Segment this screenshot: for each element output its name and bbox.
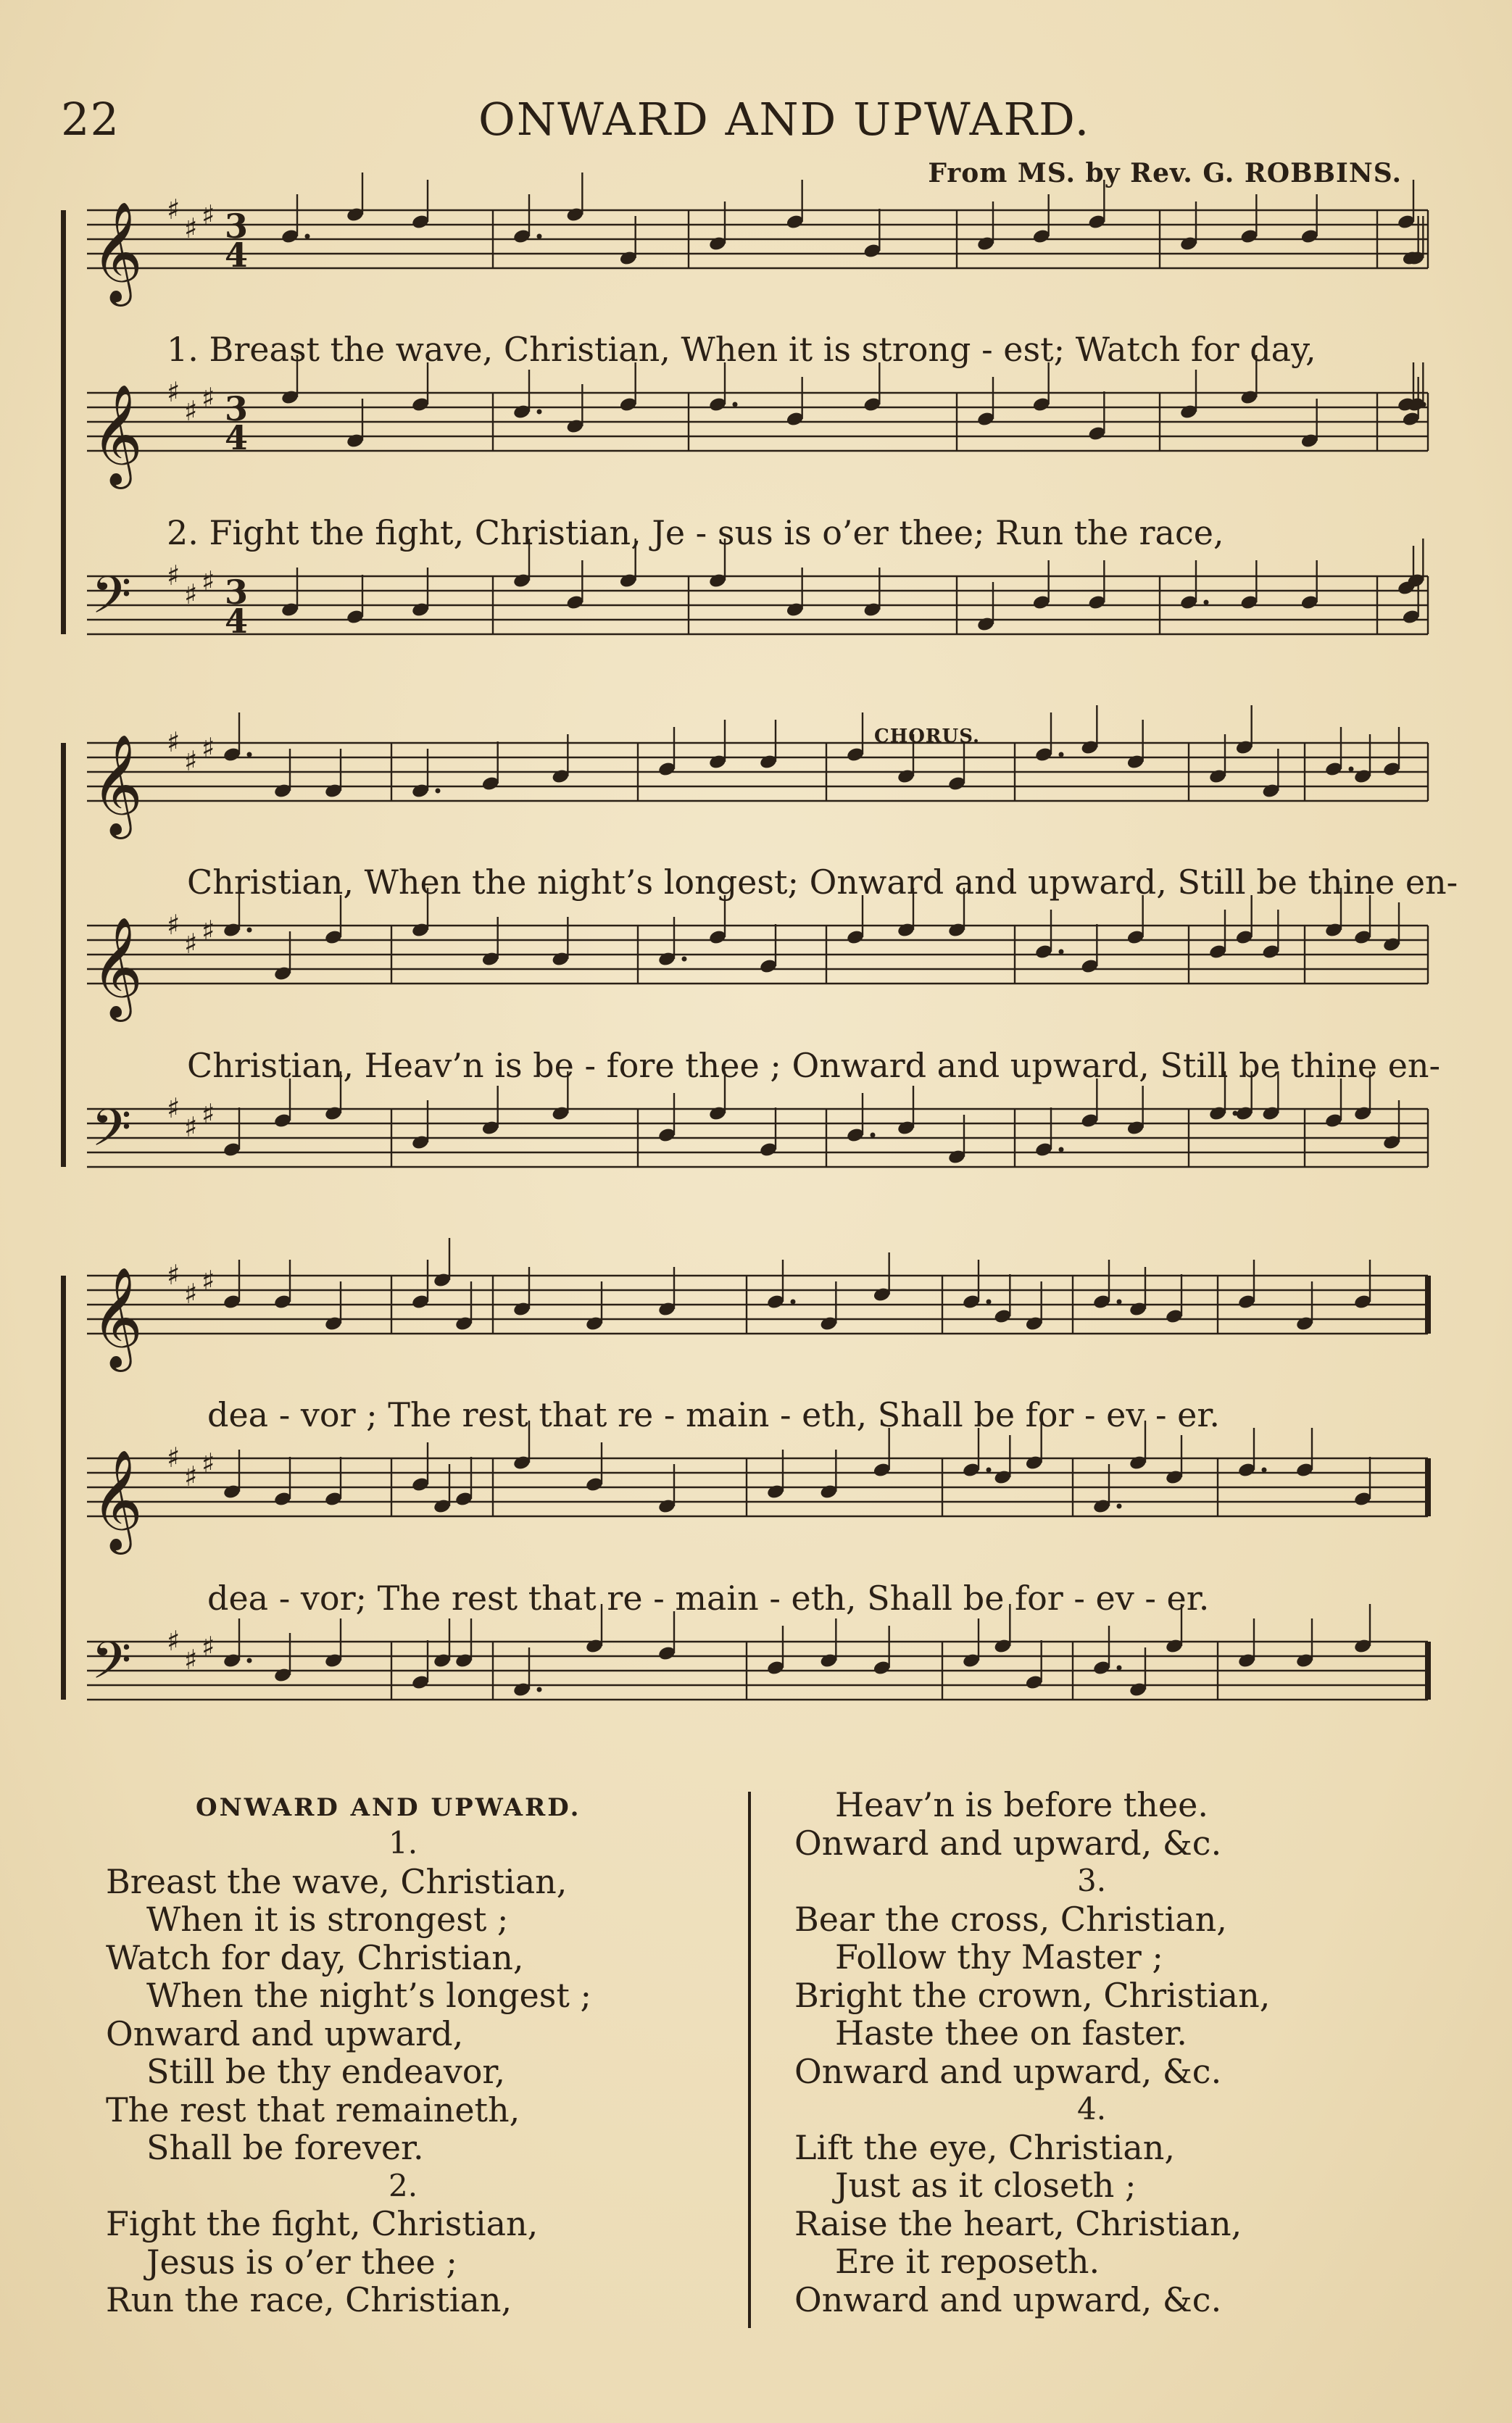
verse-line: When the night’s longest ; xyxy=(146,1976,591,2015)
verse-line: The rest that remaineth, xyxy=(106,2090,520,2129)
system-bracket xyxy=(61,1276,66,1700)
verse-number: 3. xyxy=(1077,1863,1107,1898)
lyrics-verse-1: Christian, When the night’s longest; Onward and upward, Still be thine en- xyxy=(187,863,1458,902)
verse-line: Run the race, Christian, xyxy=(106,2280,512,2319)
staff-group xyxy=(65,1261,1442,1740)
verse-line: Onward and upward, &c. xyxy=(794,2279,1222,2319)
treble-clef-icon: 𝄞 xyxy=(91,917,143,1018)
sharp-icon: ♯ xyxy=(202,199,215,231)
column-divider xyxy=(748,1792,751,2328)
verse-line: Ere it reposeth. xyxy=(835,2242,1100,2281)
verse-number: 2. xyxy=(389,2167,418,2203)
time-signature-top: 3 xyxy=(225,573,249,612)
sharp-icon: ♯ xyxy=(167,1625,180,1657)
dot xyxy=(791,1300,796,1305)
sharp-icon: ♯ xyxy=(202,1265,215,1297)
verse-line: Bright the crown, Christian, xyxy=(794,1975,1271,2015)
dot xyxy=(1059,752,1064,757)
dot xyxy=(986,1468,992,1473)
dot xyxy=(1204,600,1209,605)
sharp-icon: ♯ xyxy=(184,928,198,960)
verse-heading: ONWARD AND UPWARD. xyxy=(196,1793,581,1822)
verse-line: Watch for day, Christian, xyxy=(106,1937,524,1977)
dot xyxy=(986,1300,992,1305)
sharp-icon: ♯ xyxy=(167,1092,180,1124)
sharp-icon: ♯ xyxy=(184,1111,198,1143)
treble-clef-icon: 𝄞 xyxy=(91,201,143,302)
time-signature-bottom: 4 xyxy=(225,418,249,457)
dot xyxy=(537,410,542,415)
lyrics-verse-2: Christian, Heav’n is be - fore thee ; Onward and upward, Still be thine en- xyxy=(187,1046,1441,1085)
time-signature-top: 3 xyxy=(225,207,249,246)
verse-line: Still be thy endeavor, xyxy=(146,2052,505,2091)
dot xyxy=(436,789,441,794)
lyrics-verse-1: 1. Breast the wave, Christian, When it is strong - est; Watch for day, xyxy=(167,330,1316,369)
dot xyxy=(537,1687,542,1692)
time-signature-bottom: 4 xyxy=(225,236,249,275)
dot xyxy=(1117,1504,1122,1509)
verse-line: Onward and upward, &c. xyxy=(794,2051,1222,2091)
treble-clef-icon: 𝄞 xyxy=(91,384,143,485)
time-signature-bottom: 4 xyxy=(225,602,249,641)
dot xyxy=(871,1133,876,1138)
lyrics-verse-2: 2. Fight the fight, Christian, Je - sus is o’er thee; Run the race, xyxy=(167,513,1224,552)
dot xyxy=(1059,949,1064,955)
verse-number: 1. xyxy=(389,1825,418,1861)
verse-line: Just as it closeth ; xyxy=(835,2166,1137,2205)
page-number: 22 xyxy=(61,93,120,146)
sharp-icon: ♯ xyxy=(184,1278,198,1310)
sharp-icon: ♯ xyxy=(202,1631,215,1663)
staff-group xyxy=(65,196,1442,674)
chorus-label: CHORUS. xyxy=(874,726,981,747)
sharp-icon: ♯ xyxy=(167,1259,180,1291)
dot xyxy=(247,752,252,757)
verse-line: Raise the heart, Christian, xyxy=(794,2203,1242,2243)
verse-line: Bear the cross, Christian, xyxy=(794,1899,1227,1939)
sharp-icon: ♯ xyxy=(184,1460,198,1492)
system-bracket xyxy=(61,743,66,1167)
verse-line: Haste thee on faster. xyxy=(835,2013,1187,2053)
verse-line: Breast the wave, Christian, xyxy=(106,1861,568,1901)
sharp-icon: ♯ xyxy=(202,915,215,947)
music-system-1 xyxy=(65,196,1442,674)
verse-line: When it is strongest ; xyxy=(146,1900,509,1939)
verse-line: Onward and upward, &c. xyxy=(794,1823,1222,1863)
music-system-3 xyxy=(65,1261,1442,1740)
sharp-icon: ♯ xyxy=(202,732,215,764)
attribution: From MS. by Rev. G. ROBBINS. xyxy=(928,158,1402,188)
bass-clef-icon: 𝄢 xyxy=(91,1631,132,1703)
dot xyxy=(1059,1147,1064,1152)
sharp-icon: ♯ xyxy=(167,194,180,225)
staff-group xyxy=(65,728,1442,1207)
page-title: ONWARD AND UPWARD. xyxy=(478,93,1091,146)
sharp-icon: ♯ xyxy=(167,376,180,408)
verse-line: Onward and upward, xyxy=(106,2013,464,2053)
dot xyxy=(1117,1300,1122,1305)
lyrics-verse-1: dea - vor ; The rest that re - main - eth, Shall be for - ev - er. xyxy=(207,1395,1220,1434)
sharp-icon: ♯ xyxy=(202,1447,215,1479)
bass-clef-icon: 𝄢 xyxy=(91,1098,132,1171)
verse-line: Follow thy Master ; xyxy=(835,1937,1163,1977)
treble-clef-icon: 𝄞 xyxy=(91,734,143,835)
verse-line: Lift the eye, Christian, xyxy=(794,2127,1176,2167)
lyrics-verse-2: dea - vor; The rest that re - main - eth, Shall be for - ev - er. xyxy=(207,1579,1210,1618)
sharp-icon: ♯ xyxy=(202,565,215,597)
sharp-icon: ♯ xyxy=(202,1098,215,1130)
dot xyxy=(247,928,252,933)
dot xyxy=(1349,767,1354,772)
treble-clef-icon: 𝄞 xyxy=(91,1450,143,1550)
bass-clef-icon: 𝄢 xyxy=(91,565,132,638)
sharp-icon: ♯ xyxy=(167,726,180,758)
sharp-icon: ♯ xyxy=(184,745,198,777)
treble-clef-icon: 𝄞 xyxy=(91,1267,143,1368)
system-bracket xyxy=(61,210,66,634)
dot xyxy=(537,234,542,239)
dot xyxy=(1262,1468,1267,1473)
sharp-icon: ♯ xyxy=(167,1442,180,1474)
sharp-icon: ♯ xyxy=(202,382,215,414)
dot xyxy=(247,1658,252,1663)
sharp-icon: ♯ xyxy=(167,560,180,591)
dot xyxy=(733,402,738,407)
music-system-2 xyxy=(65,726,1458,1207)
verse-line: Heav’n is before thee. xyxy=(835,1785,1208,1824)
sharp-icon: ♯ xyxy=(184,578,198,610)
sharp-icon: ♯ xyxy=(184,1644,198,1676)
verse-line: Fight the fight, Christian, xyxy=(106,2204,539,2243)
dot xyxy=(1117,1666,1122,1671)
dot xyxy=(682,957,687,962)
verse-line: Shall be forever. xyxy=(146,2128,424,2167)
verse-line: Jesus is o’er thee ; xyxy=(146,2242,457,2282)
verse-number: 4. xyxy=(1077,2091,1107,2127)
dot xyxy=(305,234,310,239)
time-signature-top: 3 xyxy=(225,389,249,428)
sharp-icon: ♯ xyxy=(184,395,198,427)
sharp-icon: ♯ xyxy=(184,212,198,244)
sharp-icon: ♯ xyxy=(167,909,180,941)
